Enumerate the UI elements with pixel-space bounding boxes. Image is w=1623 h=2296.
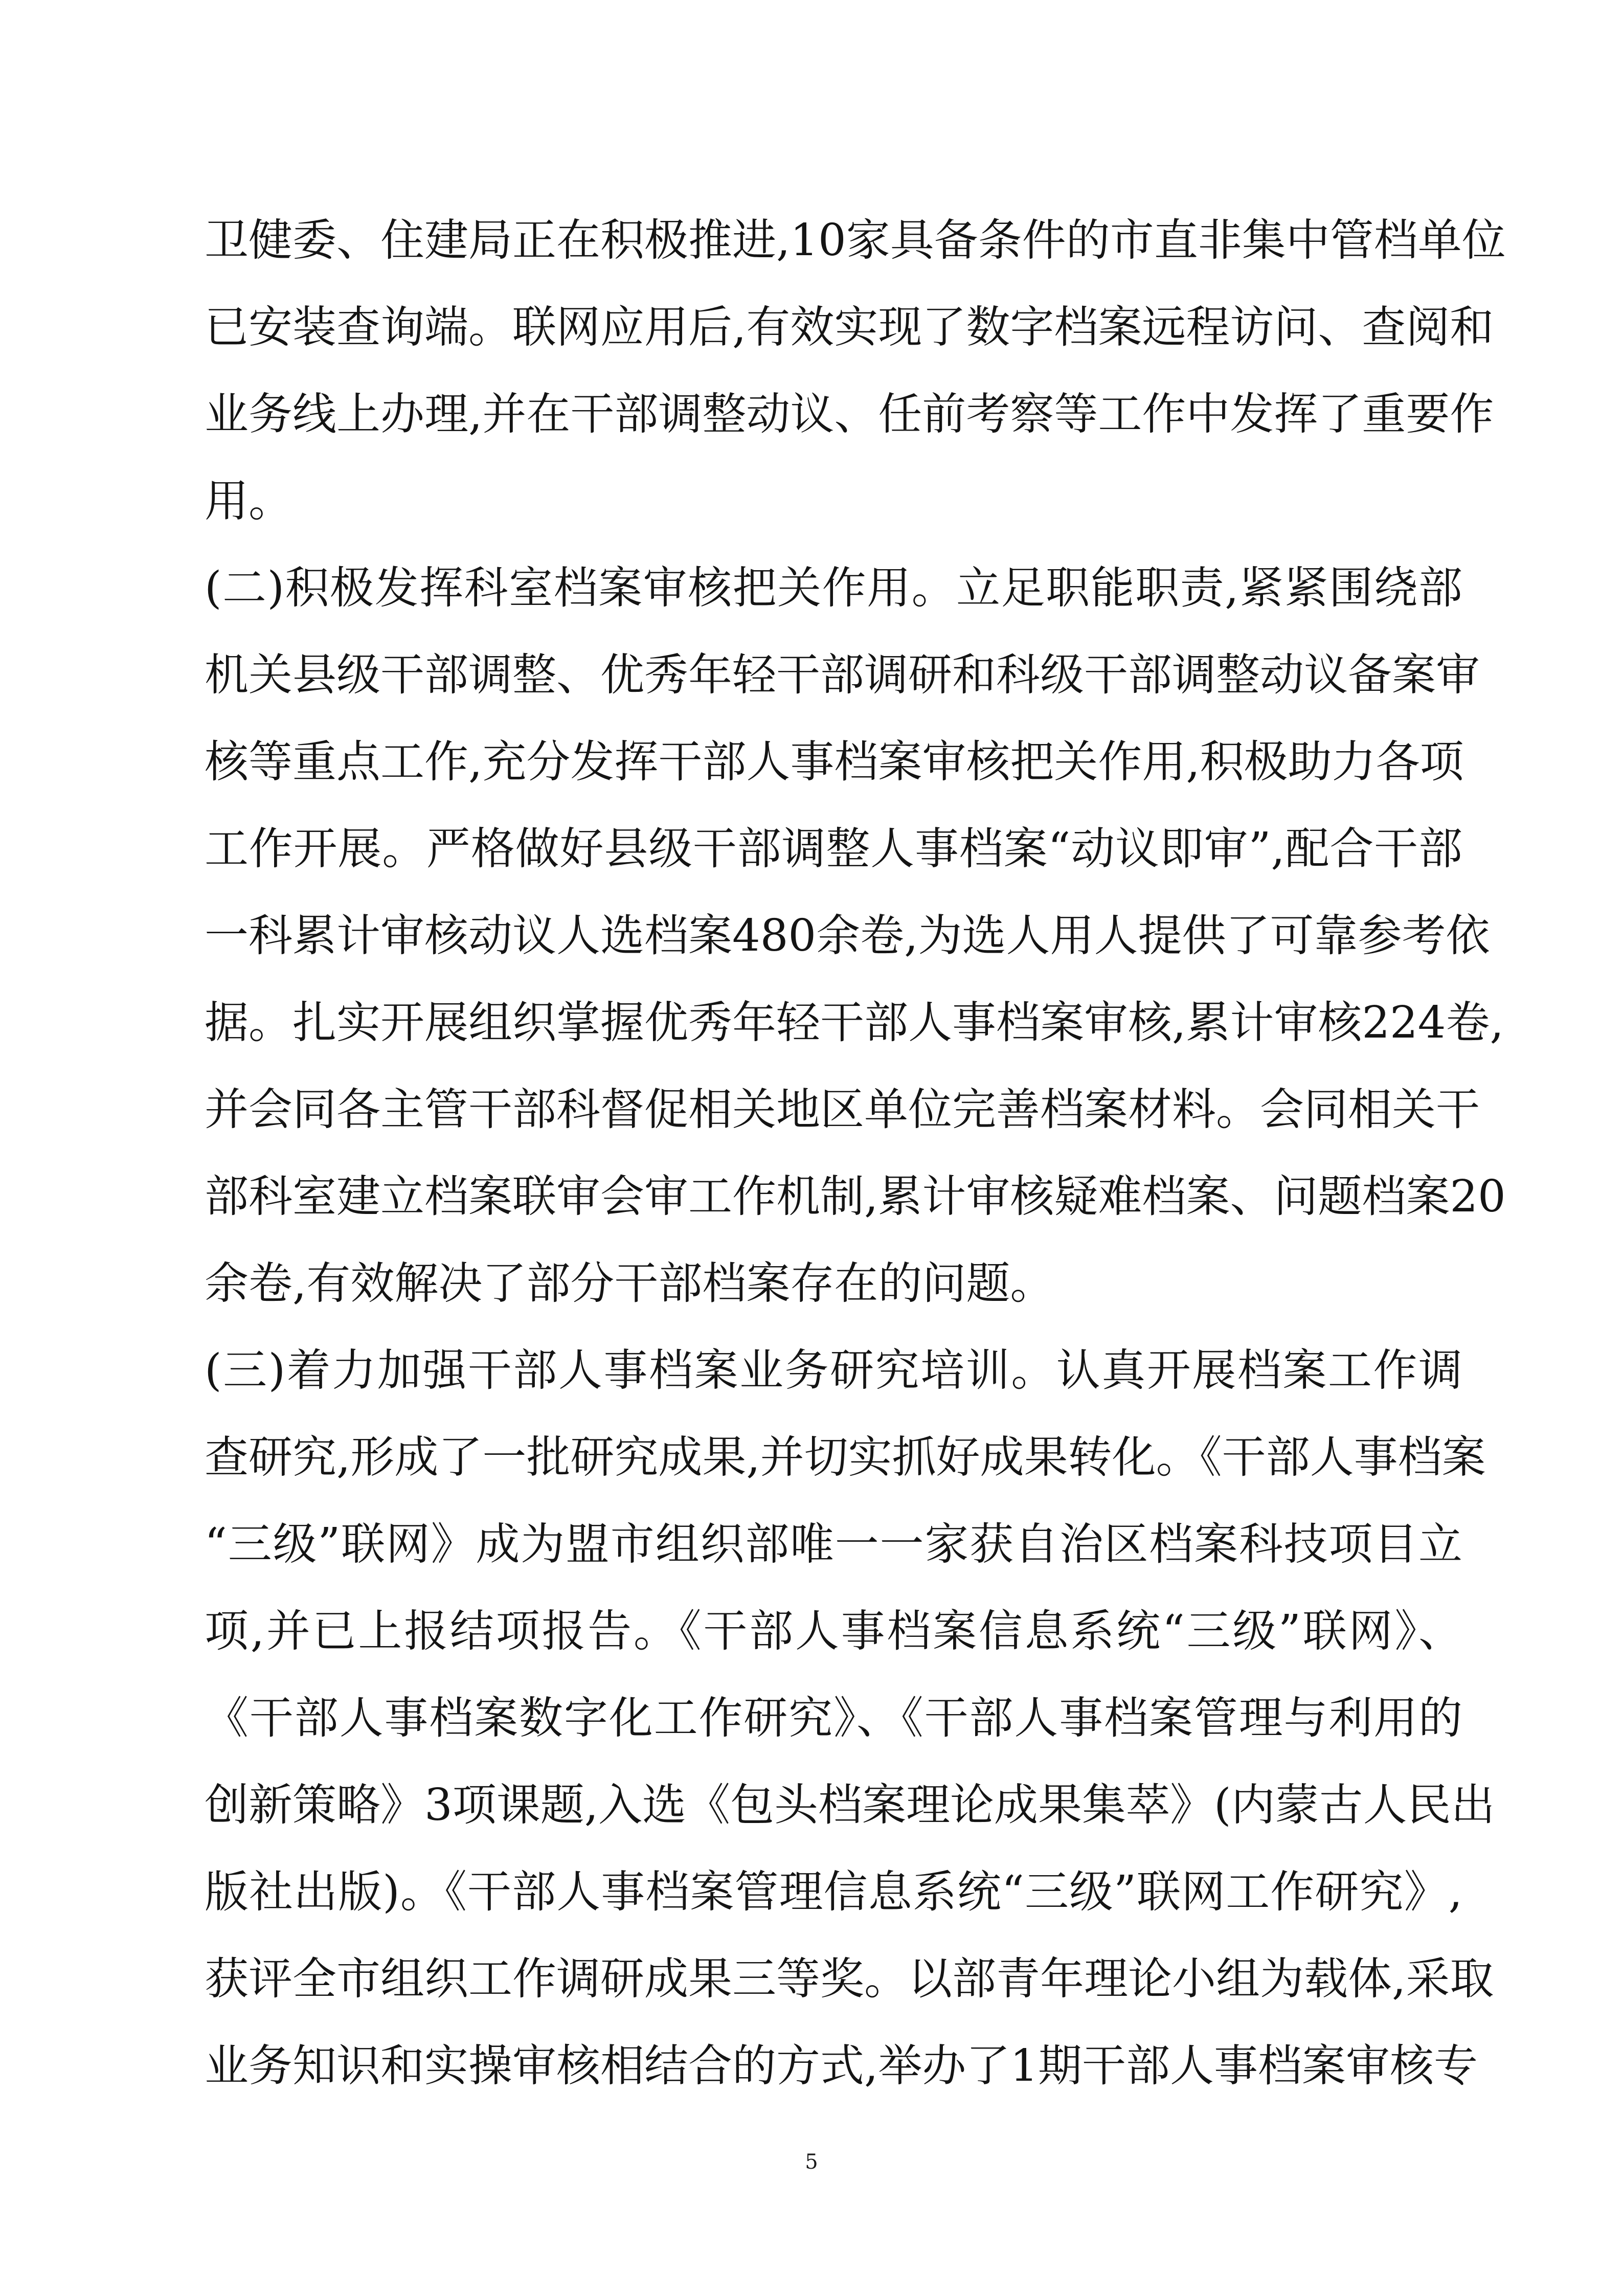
text-line: 一科累计审核动议人选档案480余卷,为选人用人提供了可靠参考依 <box>205 910 1490 961</box>
text-line: 业务线上办理,并在干部调整动议、任前考察等工作中发挥了重要作 <box>205 389 1494 440</box>
text-line: 并会同各主管干部科督促相关地区单位完善档案材料。会同相关干 <box>205 1084 1480 1135</box>
paragraph-heading-line: (三)着力加强干部人事档案业务研究培训。认真开展档案工作调 <box>205 1345 1462 1396</box>
text-line: 项,并已上报结项报告。《干部人事档案信息系统“三级”联网》、 <box>205 1606 1462 1657</box>
text-line: 机关县级干部调整、优秀年轻干部调研和科级干部调整动议备案审 <box>205 649 1480 701</box>
text-line: 查研究,形成了一批研究成果,并切实抓好成果转化。《干部人事档案 <box>205 1432 1486 1483</box>
text-line: 据。扎实开展组织掌握优秀年轻干部人事档案审核,累计审核224卷, <box>205 997 1504 1048</box>
text-line: 部科室建立档案联审会审工作机制,累计审核疑难档案、问题档案20 <box>205 1171 1506 1222</box>
text-line: 工作开展。严格做好县级干部调整人事档案“动议即审”,配合干部 <box>205 823 1462 874</box>
text-line: 余卷,有效解决了部分干部档案存在的问题。 <box>205 1258 1054 1309</box>
text-line: 已安装查询端。联网应用后,有效实现了数字档案远程访问、查阅和 <box>205 302 1494 353</box>
text-line: 业务知识和实操审核相结合的方式,举办了1期干部人事档案审核专 <box>205 2040 1478 2091</box>
page-number: 5 <box>805 2150 818 2174</box>
text-line: 《干部人事档案数字化工作研究》、《干部人事档案管理与利用的 <box>205 1693 1462 1744</box>
text-line: 卫健委、住建局正在积极推进,10家具备条件的市直非集中管档单位 <box>205 215 1506 266</box>
text-line: 创新策略》3项课题,入选《包头档案理论成果集萃》(内蒙古人民出 <box>205 1780 1495 1831</box>
text-line: “三级”联网》成为盟市组织部唯一一家获自治区档案科技项目立 <box>205 1519 1462 1570</box>
text-line: 版社出版)。《干部人事档案管理信息系统“三级”联网工作研究》, <box>205 1866 1462 1918</box>
paragraph-heading-line: (二)积极发挥科室档案审核把关作用。立足职能职责,紧紧围绕部 <box>205 562 1462 614</box>
text-line: 核等重点工作,充分发挥干部人事档案审核把关作用,积极助力各项 <box>205 736 1464 787</box>
text-line: 用。 <box>205 476 292 527</box>
text-line: 获评全市组织工作调研成果三等奖。以部青年理论小组为载体,采取 <box>205 1953 1494 2005</box>
